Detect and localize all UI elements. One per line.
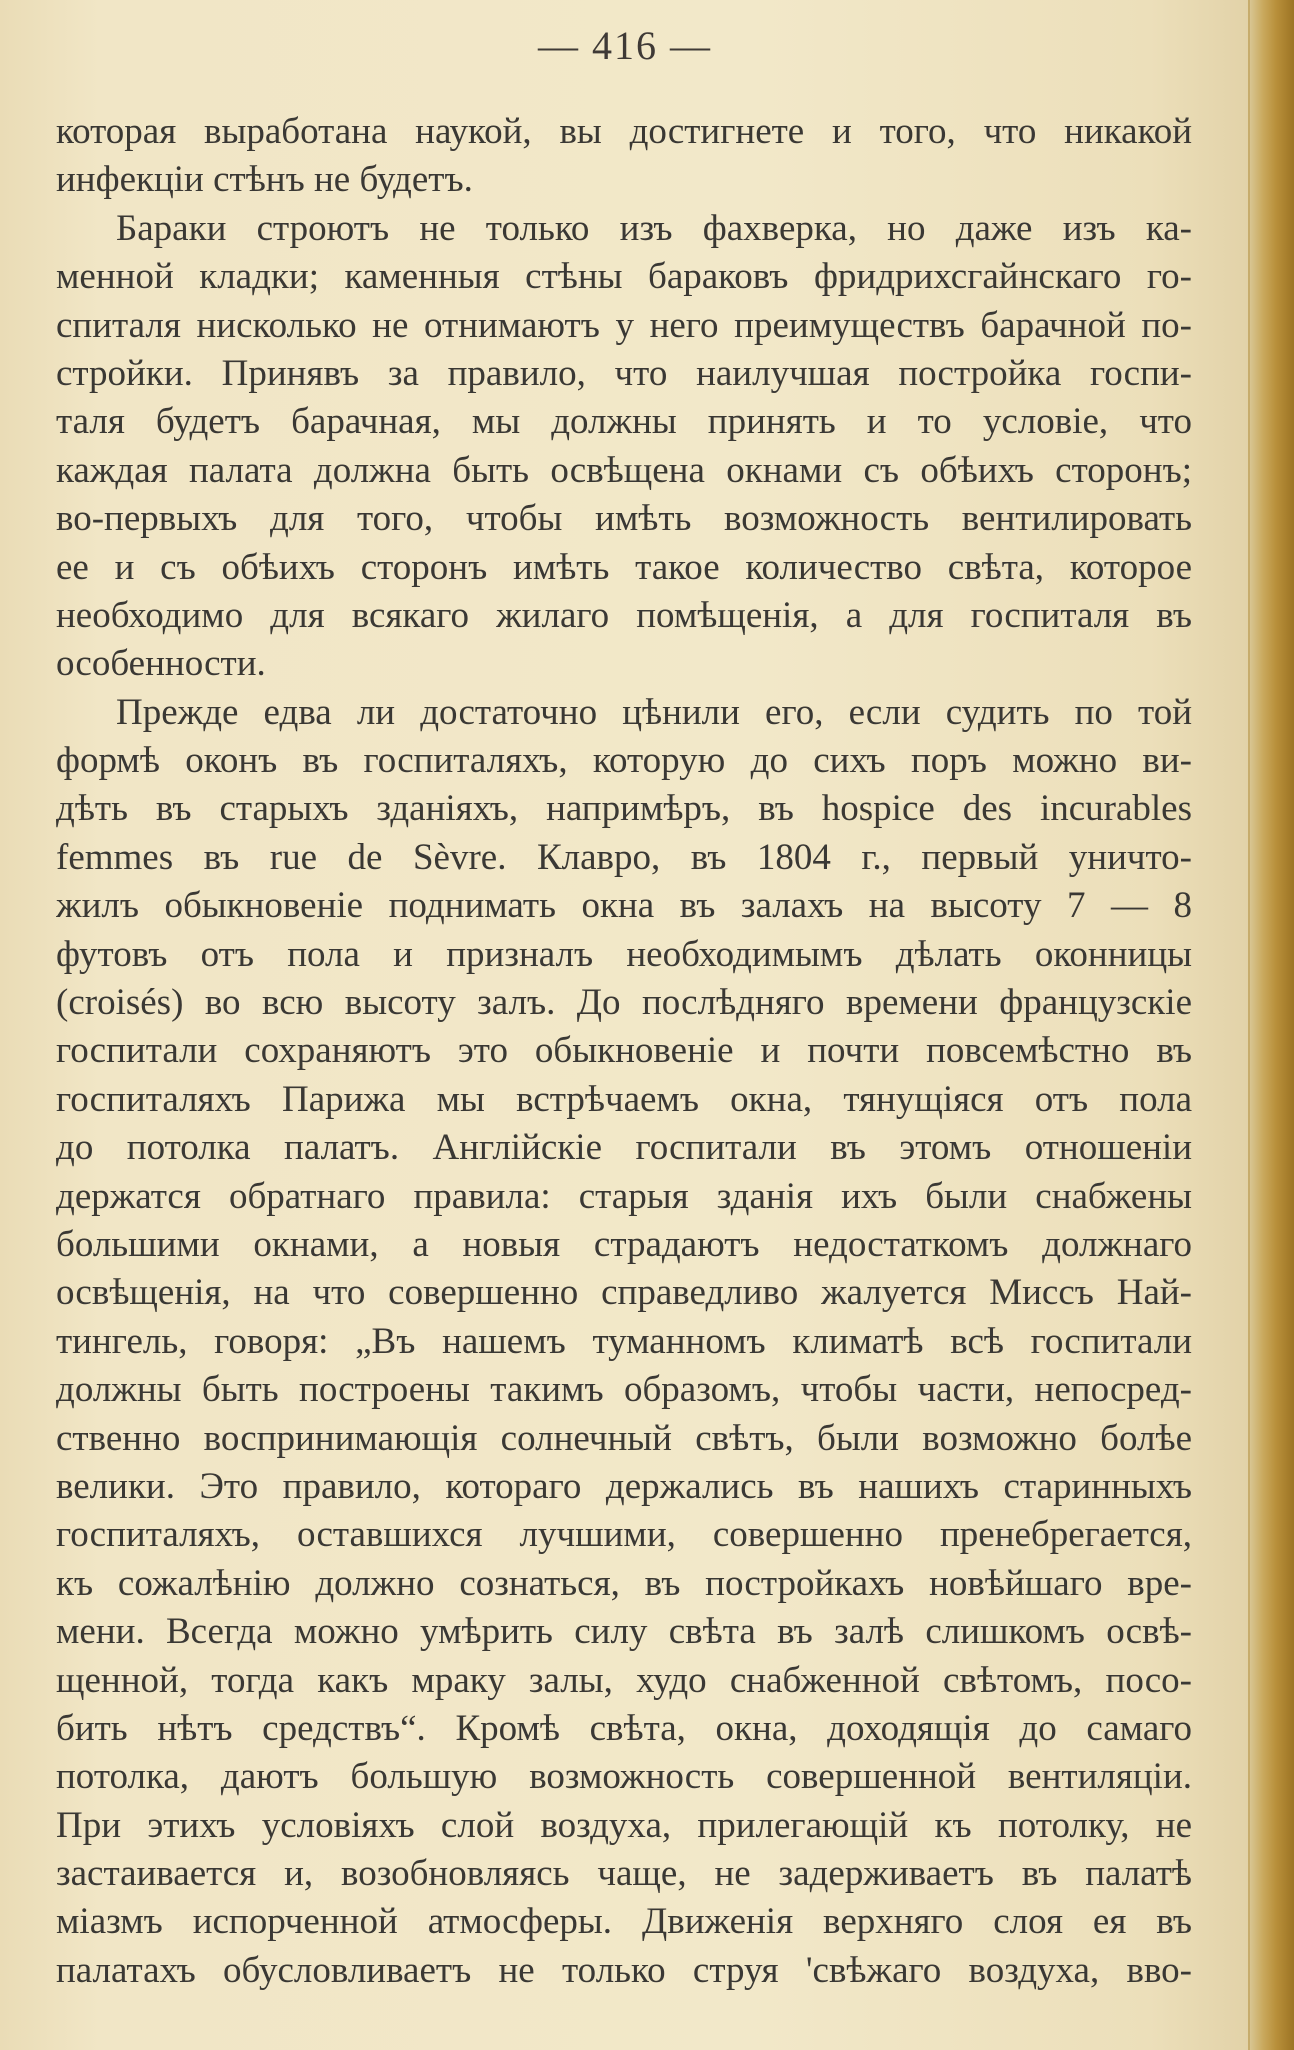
text-line: госпиталяхъ, оставшихся лучшими, совершенно пренебрегается,: [56, 1514, 1192, 1556]
text-line: (croisés) во всю высоту залъ. До послѣдняго времени французскіе: [56, 982, 1192, 1024]
text-line: бить нѣтъ средствъ“. Кромѣ свѣта, окна, доходящія до самаго: [56, 1707, 1192, 1749]
text-line: особенности.: [56, 643, 266, 685]
text-line: мени. Всегда можно умѣрить силу свѣта въ залѣ слишкомъ освѣ-: [56, 1611, 1192, 1653]
text-line: формѣ оконъ въ госпиталяхъ, которую до сихъ поръ можно ви-: [56, 740, 1192, 782]
text-line: жилъ обыкновеніе поднимать окна въ залахъ на высоту 7 — 8: [56, 885, 1192, 927]
text-line: большими окнами, а новыя страдаютъ недостаткомъ должнаго: [56, 1223, 1192, 1265]
text-line: футовъ отъ пола и призналъ необходимымъ дѣлать оконницы: [56, 933, 1192, 975]
page-edge: [1248, 0, 1294, 2050]
text-line: щенной, тогда какъ мраку залы, худо снабженной свѣтомъ, посо-: [56, 1659, 1192, 1701]
text-line: стройки. Принявъ за правило, что наилучшая постройка госпи-: [56, 352, 1192, 394]
text-line: спиталя нисколько не отнимаютъ у него преимуществъ барачной по-: [56, 304, 1192, 346]
text-line: до потолка палатъ. Англійскіе госпитали въ этомъ отношеніи: [56, 1127, 1192, 1169]
text-line: ее и съ обѣихъ сторонъ имѣть такое количество свѣта, которое: [56, 546, 1192, 588]
text-line: таля будетъ барачная, мы должны принять и то условіе, что: [56, 401, 1192, 443]
page-number: — 416 —: [538, 23, 712, 68]
text-line: Бараки строютъ не только изъ фахверка, но даже изъ ка-: [116, 207, 1192, 249]
text-line: При этихъ условіяхъ слой воздуха, прилегающій къ потолку, не: [56, 1804, 1192, 1846]
text-line: тингель, говоря: „Въ нашемъ туманномъ климатѣ всѣ госпитали: [56, 1320, 1192, 1362]
text-line: которая выработана наукой, вы достигнете и того, что никакой: [56, 111, 1192, 152]
text-line: держатся обратнаго правила: старыя зданія ихъ были снабжены: [56, 1175, 1192, 1217]
text-line: должны быть построены такимъ образомъ, чтобы части, непосред-: [56, 1369, 1192, 1411]
text-line: освѣщенія, на что совершенно справедливо жалуется Миссъ Най-: [56, 1272, 1192, 1314]
text-line: Прежде едва ли достаточно цѣнили его, если судить по той: [116, 691, 1192, 733]
text-line: къ сожалѣнію должно сознаться, въ постройкахъ новѣйшаго вре-: [56, 1562, 1192, 1604]
text-line: дѣть въ старыхъ зданіяхъ, напримѣръ, въ hospice des incurables: [56, 788, 1192, 830]
text-line: потолка, даютъ большую возможность совершенной вентиляціи.: [56, 1756, 1192, 1798]
text-line: менной кладки; каменныя стѣны бараковъ фридрихсгайнскаго го-: [56, 256, 1192, 298]
text-line: велики. Это правило, котораго держались въ нашихъ старинныхъ: [56, 1465, 1192, 1507]
text-line: застаивается и, возобновляясь чаще, не задерживаетъ въ палатѣ: [56, 1853, 1192, 1895]
text-line: во-первыхъ для того, чтобы имѣть возможность вентилировать: [56, 498, 1192, 540]
text-line: необходимо для всякаго жилаго помѣщенія, а для госпиталя въ: [56, 594, 1192, 636]
text-line: міазмъ испорченной атмосферы. Движенія верхняго слоя ея въ: [56, 1901, 1192, 1943]
text-line: ственно воспринимающія солнечный свѣтъ, были возможно болѣе: [56, 1417, 1192, 1459]
text-line: госпитали сохраняютъ это обыкновеніе и почти повсемѣстно въ: [56, 1030, 1192, 1072]
text-line: femmes въ rue de Sèvre. Клавро, въ 1804 г., первый уничто-: [56, 836, 1192, 878]
text-line: палатахъ обусловливаетъ не только струя 'свѣжаго воздуха, вво-: [56, 1949, 1192, 1991]
body-text: [56, 108, 1192, 1995]
text-line: инфекціи стѣнъ не будетъ.: [56, 159, 473, 201]
text-line: госпиталяхъ Парижа мы встрѣчаемъ окна, тянущіяся отъ пола: [56, 1078, 1192, 1120]
text-line: каждая палата должна быть освѣщена окнами съ обѣихъ сторонъ;: [56, 449, 1192, 491]
